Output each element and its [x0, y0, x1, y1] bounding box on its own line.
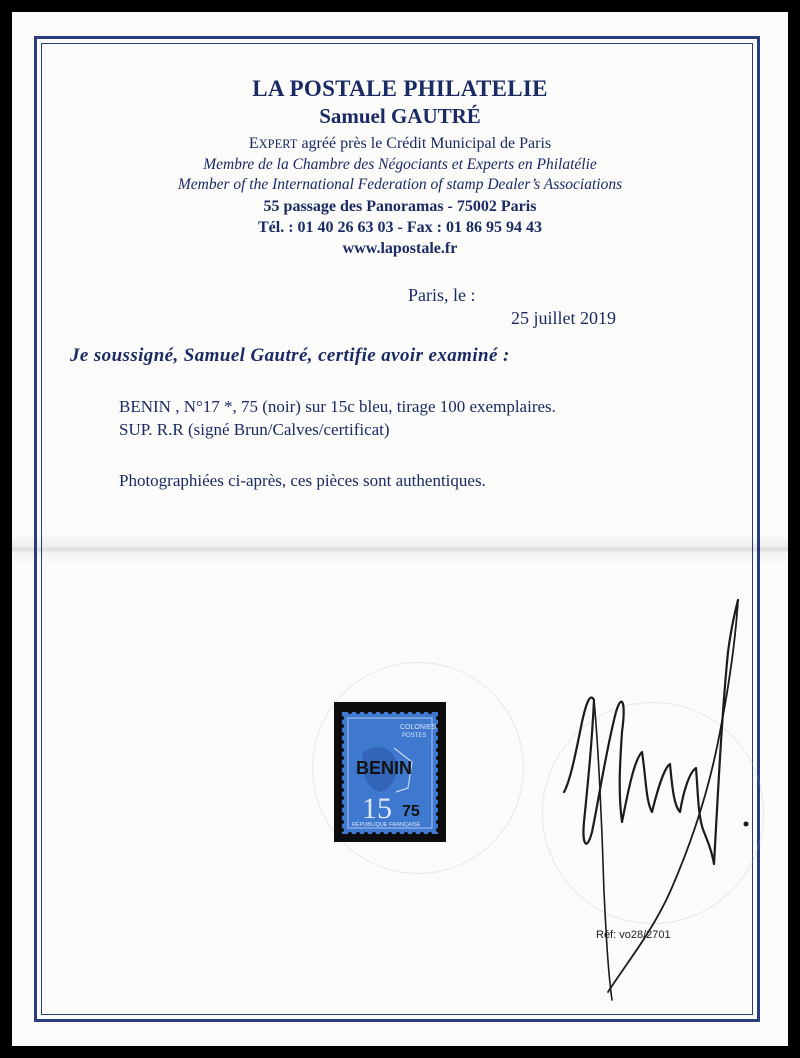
company-address: 55 passage des Panoramas - 75002 Paris: [263, 198, 537, 215]
reference-number: Réf: vo28/2701: [596, 929, 671, 941]
certificate-sheet: [12, 12, 788, 1046]
stamp-colonies-text: COLONIES: [400, 724, 437, 731]
stamp-overprint: BENIN: [356, 758, 413, 778]
stamp-image: [334, 702, 446, 842]
company-phone: Tél. : 01 40 26 63 03 - Fax : 01 86 95 94 43: [258, 219, 542, 236]
item-description-line-2: SUP. R.R (signé Brun/Calves/certificat): [119, 420, 390, 439]
certification-statement: Je soussigné, Samuel Gautré, certifie avoir examiné :: [70, 345, 510, 366]
expert-name: Samuel GAUTRÉ: [319, 104, 481, 128]
expert-small-caps: XPERT: [258, 137, 298, 151]
stamp-photo: [334, 702, 446, 842]
place-label: Paris, le :: [408, 285, 476, 305]
company-name: LA POSTALE PHILATELIE: [252, 76, 548, 101]
stamp-postes-text: POSTES: [402, 733, 427, 739]
federation-membership: Member of the International Federation of stamp Dealer’s Associations: [177, 176, 623, 193]
stamp-surcharge: 75: [402, 803, 420, 820]
company-website: www.lapostale.fr: [342, 240, 458, 257]
stamp-republique-text: RÉPUBLIQUE FRANÇAISE: [352, 822, 421, 828]
certificate-date: 25 juillet 2019: [511, 308, 616, 328]
chamber-membership: Membre de la Chambre des Négociants et Experts en Philatélie: [203, 156, 597, 173]
expert-first-letter: E: [248, 135, 259, 152]
stamp-value: 15: [362, 792, 392, 825]
paper-fold: [12, 534, 788, 564]
expert-accreditation: [12, 135, 788, 153]
authenticity-statement: Photographiées ci-après, ces pièces sont authentiques.: [119, 471, 486, 490]
expert-accreditation-text: agréé près le Crédit Municipal de Paris: [297, 135, 552, 152]
item-description-line-1: BENIN , N°17 *, 75 (noir) sur 15c bleu, tirage 100 exemplaires.: [119, 397, 556, 416]
